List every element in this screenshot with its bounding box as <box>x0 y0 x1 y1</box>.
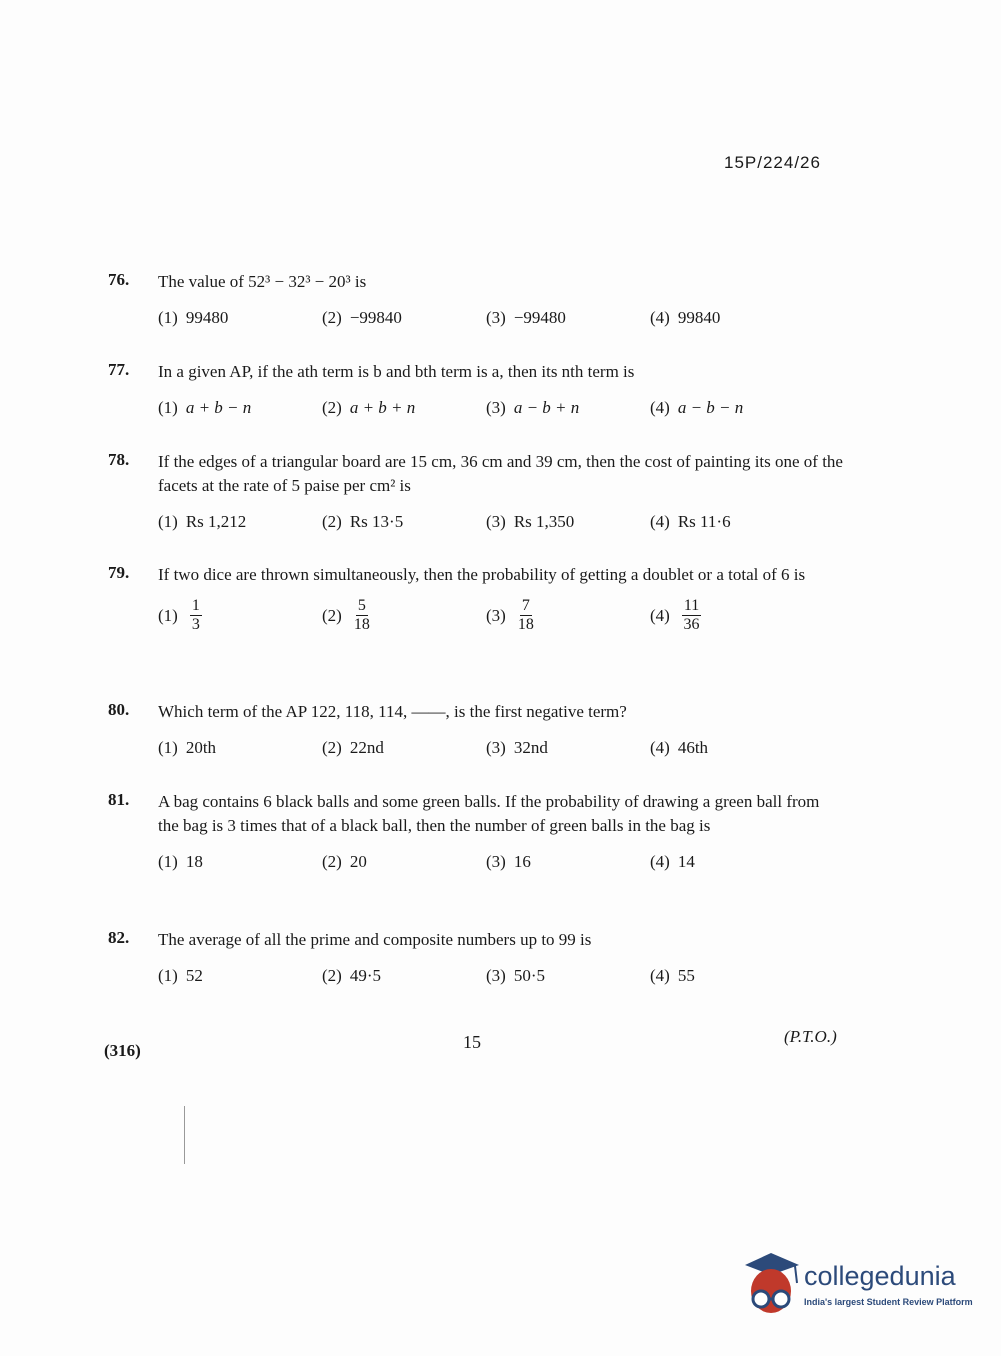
option-3: (3) 50·5 <box>486 966 545 985</box>
scan-artifact-line <box>184 1106 185 1164</box>
option-1: (1) a + b − n <box>158 398 252 417</box>
collegedunia-logo <box>741 1251 971 1321</box>
options <box>158 308 843 338</box>
question-number: 80. <box>108 700 130 719</box>
booklet-code: (316) <box>104 1041 141 1060</box>
option-3: (3) $\frac{7}{18}$ <box>486 597 534 633</box>
question-79 <box>108 563 843 641</box>
option-4: (4) 14 <box>650 852 695 871</box>
question-text: The value of 52³ − 32³ − 20³ is <box>158 272 367 291</box>
question-80 <box>108 700 843 768</box>
question-number: 78. <box>108 450 130 469</box>
options <box>158 966 843 996</box>
option-4: (4) 46th <box>650 738 709 757</box>
option-2: (2) −99840 <box>322 308 402 327</box>
option-1: (1) 18 <box>158 852 203 871</box>
option-2: (2) $\frac{5}{18}$ <box>322 597 370 633</box>
option-4: (4) 55 <box>650 966 695 985</box>
question-number: 76. <box>108 270 130 289</box>
question-text: The average of all the prime and composite numbers up to 99 is <box>158 930 592 949</box>
option-3: (3) 16 <box>486 852 531 871</box>
fraction: $\frac{7}{18}$ <box>517 597 534 633</box>
question-77 <box>108 360 843 428</box>
question-number: 79. <box>108 563 130 582</box>
option-1: (1) $\frac{1}{3}$ <box>158 597 200 633</box>
options <box>158 597 843 641</box>
option-2: (2) 49·5 <box>322 966 381 985</box>
option-4: (4) 99840 <box>650 308 721 327</box>
question-number: 82. <box>108 928 130 947</box>
logo-tagline: India's largest Student Review Platform <box>804 1297 973 1307</box>
option-2: (2) 20 <box>322 852 367 871</box>
option-4: (4) $\frac{11}{36}$ <box>650 597 700 633</box>
option-2: (2) Rs 13·5 <box>322 512 404 531</box>
question-text: In a given AP, if the ath term is b and bth term is a, then its nth term is <box>158 362 635 381</box>
question-number: 81. <box>108 790 130 809</box>
option-3: (3) Rs 1,350 <box>486 512 575 531</box>
question-76 <box>108 270 843 338</box>
question-text: Which term of the AP 122, 118, 114, ——, is the first negative term? <box>158 702 627 721</box>
question-number: 77. <box>108 360 130 379</box>
question-82 <box>108 928 843 996</box>
option-3: (3) a − b + n <box>486 398 580 417</box>
option-1: (1) Rs 1,212 <box>158 512 247 531</box>
question-text: A bag contains 6 black balls and some green balls. If the probability of drawing a green ball from the bag is 3 times that of a black ball, then the number of green balls in the bag is <box>158 792 820 835</box>
options <box>158 512 843 542</box>
mascot-icon <box>741 1251 803 1321</box>
options <box>158 398 843 428</box>
option-2: (2) 22nd <box>322 738 384 757</box>
option-2: (2) a + b + n <box>322 398 416 417</box>
option-3: (3) −99480 <box>486 308 566 327</box>
question-text: If the edges of a triangular board are 15 cm, 36 cm and 39 cm, then the cost of painting its one of the facets at the rate of 5 paise per cm² is <box>158 452 843 495</box>
option-4: (4) Rs 11·6 <box>650 512 731 531</box>
option-4: (4) a − b − n <box>650 398 744 417</box>
page-number: 15 <box>463 1032 481 1052</box>
option-3: (3) 32nd <box>486 738 548 757</box>
logo-wordmark: collegedunia <box>804 1261 956 1291</box>
question-78 <box>108 450 843 542</box>
option-1: (1) 99480 <box>158 308 229 327</box>
fraction: $\frac{1}{3}$ <box>191 597 200 633</box>
option-1: (1) 20th <box>158 738 217 757</box>
question-text: If two dice are thrown simultaneously, then the probability of getting a doublet or a total of 6 is <box>158 565 806 584</box>
options <box>158 738 843 768</box>
option-1: (1) 52 <box>158 966 203 985</box>
pto-label: (P.T.O.) <box>784 1027 837 1046</box>
question-81 <box>108 790 843 882</box>
paper-code: 15P/224/26 <box>724 153 821 172</box>
fraction: $\frac{5}{18}$ <box>353 597 370 633</box>
fraction: $\frac{11}{36}$ <box>683 597 700 633</box>
options <box>158 852 843 882</box>
